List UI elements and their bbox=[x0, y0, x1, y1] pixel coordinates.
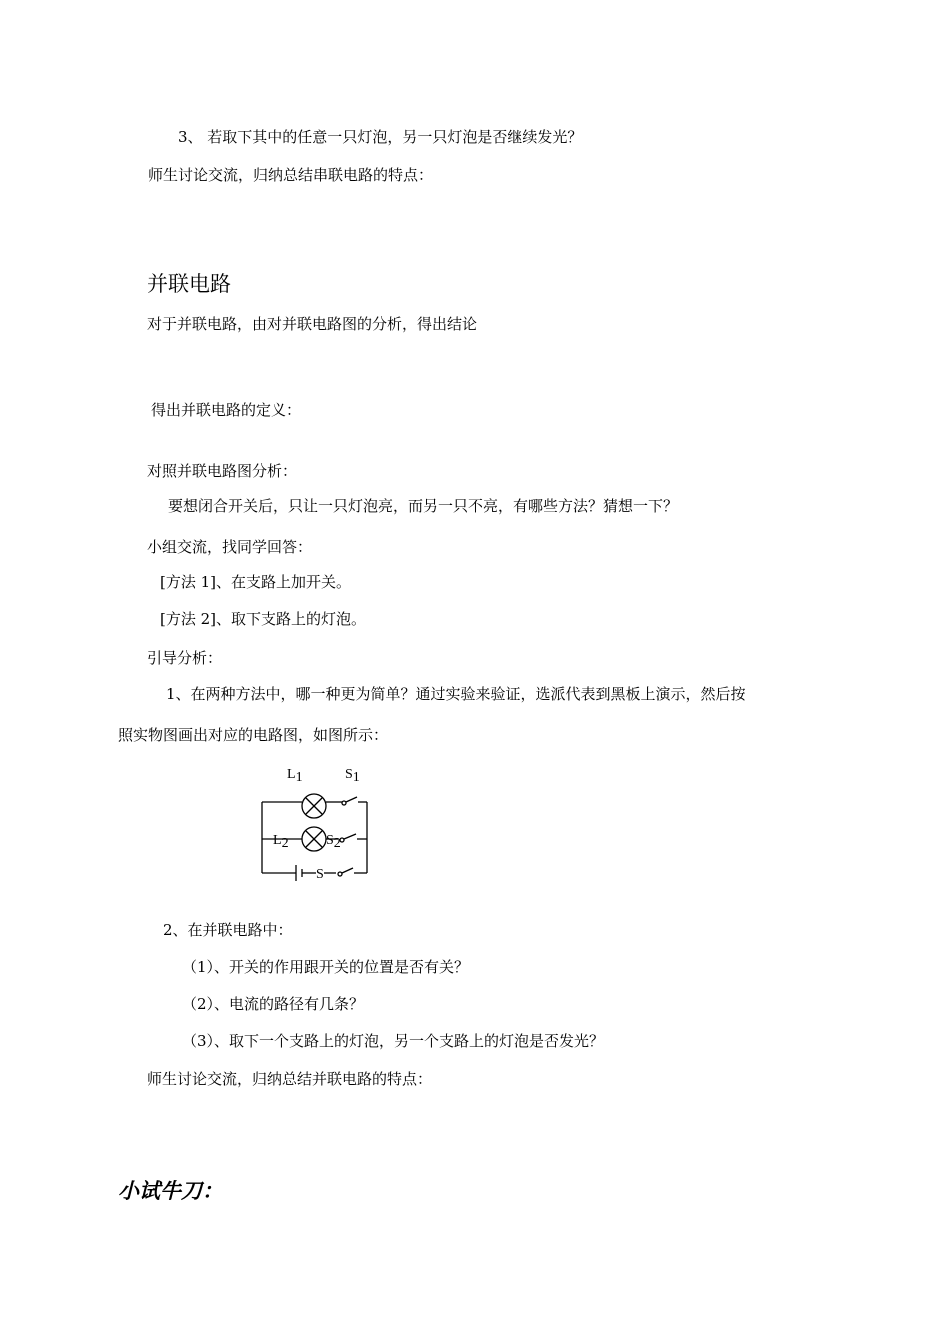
label-l2: L2 bbox=[273, 833, 289, 851]
parallel-analysis-label: 对照并联电路图分析： bbox=[147, 462, 298, 480]
parallel-definition: 得出并联电路的定义： bbox=[151, 401, 302, 419]
parallel-summary: 师生讨论交流，归纳总结并联电路的特点： bbox=[147, 1070, 433, 1088]
switch-s-pivot bbox=[338, 872, 342, 876]
parallel-question-2-2: （2）、电流的路径有几条？ bbox=[182, 995, 365, 1013]
group-answer: 小组交流，找同学回答： bbox=[147, 538, 313, 556]
series-question-3: 3、 若取下其中的任意一只灯泡，另一只灯泡是否继续发光？ bbox=[178, 128, 583, 146]
switch-s-blade bbox=[342, 868, 353, 873]
parallel-question-2-1: （1）、开关的作用跟开关的位置是否有关？ bbox=[182, 958, 470, 976]
method-1: [方法 1]、在支路上加开关。 bbox=[160, 573, 352, 591]
label-s2: S2 bbox=[326, 833, 341, 851]
parallel-question-2-3: （3）、取下一个支路上的灯泡，另一个支路上的灯泡是否发光？ bbox=[182, 1032, 605, 1050]
parallel-circuit-diagram bbox=[250, 760, 385, 890]
parallel-intro: 对于并联电路，由对并联电路图的分析，得出结论 bbox=[147, 315, 478, 333]
label-s: S bbox=[316, 867, 324, 882]
section-heading-parallel: 并联电路 bbox=[147, 272, 231, 296]
guide-question-1-line-2: 照实物图画出对应的电路图，如图所示： bbox=[118, 726, 389, 744]
parallel-question-2: 2、在并联电路中： bbox=[163, 921, 293, 939]
parallel-question: 要想闭合开关后，只让一只灯泡亮，而另一只不亮，有哪些方法？猜想一下？ bbox=[168, 497, 679, 515]
label-s1: S1 bbox=[345, 767, 360, 785]
label-l1: L1 bbox=[287, 767, 303, 785]
switch-s1-blade bbox=[346, 797, 357, 802]
series-summary: 师生讨论交流，归纳总结串联电路的特点： bbox=[148, 166, 434, 184]
switch-s2-blade bbox=[344, 834, 356, 839]
switch-s1-pivot bbox=[342, 801, 346, 805]
guide-question-1-line-1: 1、在两种方法中，哪一种更为简单？通过实验来验证，选派代表到黑板上演示，然后按 bbox=[166, 685, 746, 703]
method-2: [方法 2]、取下支路上的灯泡。 bbox=[160, 610, 367, 628]
guide-label: 引导分析： bbox=[147, 649, 223, 667]
practice-heading: 小试牛刀： bbox=[118, 1178, 223, 1203]
